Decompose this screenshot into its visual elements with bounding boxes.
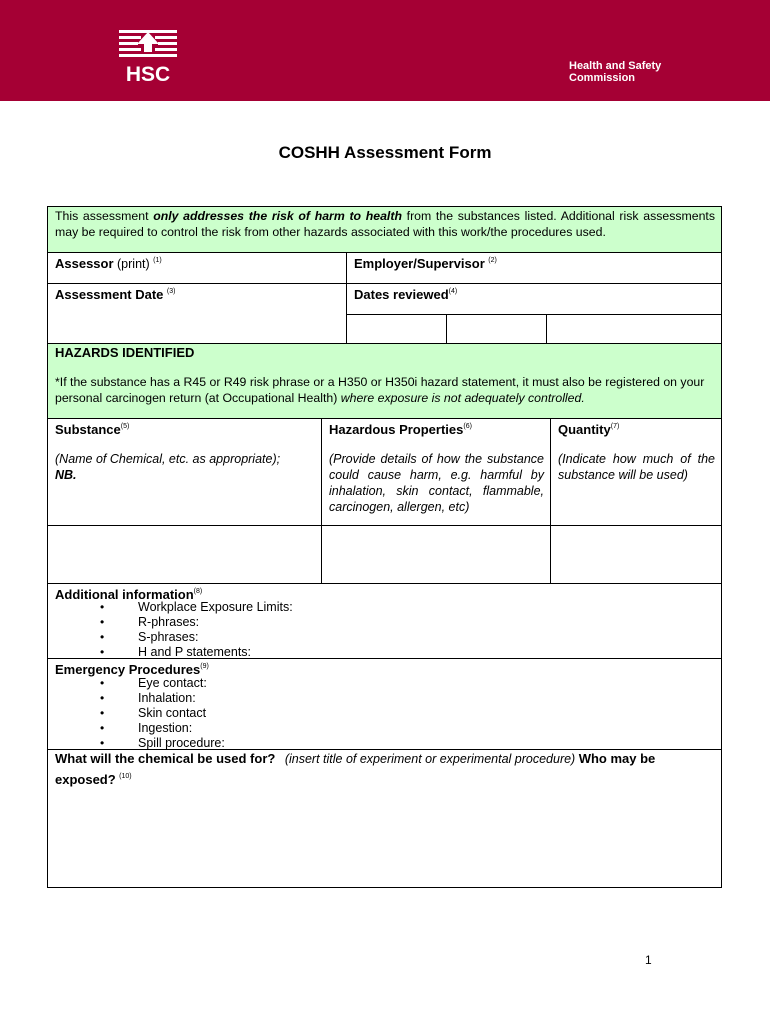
list-item: • Inhalation: [48,691,225,706]
logo-text: HSC [125,63,171,86]
hazards-identified-box [47,343,722,419]
assessment-date-field[interactable]: Assessment Date $^{(3)}$ [47,283,347,344]
list-item: • Spill procedure: [48,736,225,751]
date-reviewed-2[interactable] [446,314,547,344]
employer-supervisor-field[interactable]: Employer/Supervisor $^{(2)}$ [346,252,722,284]
quantity-input[interactable] [550,525,722,584]
hazards-heading: HAZARDS IDENTIFIED [55,345,195,360]
substance-nb: NB. [55,468,77,482]
hazardous-properties-hint: (Provide details of how the substance could cause harm, e.g. harmful by inhalation, skin contact, flammable, carcinogen, allergen, etc) [329,452,544,514]
list-item: • R-phrases: [48,615,293,630]
list-item: • H and P statements: [48,645,293,660]
list-item: • S-phrases: [48,630,293,645]
header-banner [0,0,770,101]
substance-header: Substance$^{(5)}$ (Name of Chemical, etc. as appropriate); NB. [47,418,322,526]
quantity-hint: (Indicate how much of the substance will be used) [558,452,715,482]
list-item: • Ingestion: [48,721,225,736]
form-title: COSHH Assessment Form [278,143,492,162]
emergency-procedures-list [48,676,225,751]
list-item: • Eye contact: [48,676,225,691]
dates-reviewed-header: Dates reviewed$^{(4)}$ [346,283,722,315]
org-name: Health and Safety Commission [569,60,662,84]
emergency-procedures-box[interactable]: Emergency Procedures$^{(9)}$ • Eye contact: • Inhalation: • Skin contact • Ingestion: • Spill procedure: [47,658,722,750]
date-reviewed-3[interactable] [546,314,722,344]
list-item: • Skin contact [48,706,225,721]
carcinogen-note: *If the substance has a R45 or R49 risk phrase or a H350 or H350i hazard statement, it must also be registered on your personal carcinogen return (at Occupational Health) where exposure is not adequately controlled. [55,375,705,405]
chemical-usage-box[interactable]: What will the chemical be used for? (insert title of experiment or experimental procedure) Who may be exposed? $^{(10)}$ [47,749,722,888]
date-reviewed-1[interactable] [346,314,447,344]
assessor-field[interactable]: Assessor (print) $^{(1)}$ [47,252,347,284]
hazardous-properties-header: Hazardous Properties$^{(6)}$ (Provide details of how the substance could cause harm, e.g. harmful by inhalation, skin contact, flammable, carcinogen, allergen, etc) [321,418,551,526]
substance-input[interactable] [47,525,322,584]
hazardous-properties-input[interactable] [321,525,551,584]
intro-box: This assessment only addresses the risk of harm to health from the substances listed. Additional risk assessments may be required to control the risk from other hazards associated with this work/the procedures used. [47,206,722,253]
substance-hint: (Name of Chemical, etc. as appropriate); [55,452,281,466]
list-item: • Workplace Exposure Limits: [48,600,293,615]
page-number: 1 [645,953,652,967]
additional-information-list [48,600,293,660]
additional-information-box[interactable]: Additional information$^{(8)}$ • Workplace Exposure Limits: • R-phrases: • S-phrases: • H and P statements: [47,583,722,659]
quantity-header: Quantity$^{(7)}$ (Indicate how much of the substance will be used) [550,418,722,526]
